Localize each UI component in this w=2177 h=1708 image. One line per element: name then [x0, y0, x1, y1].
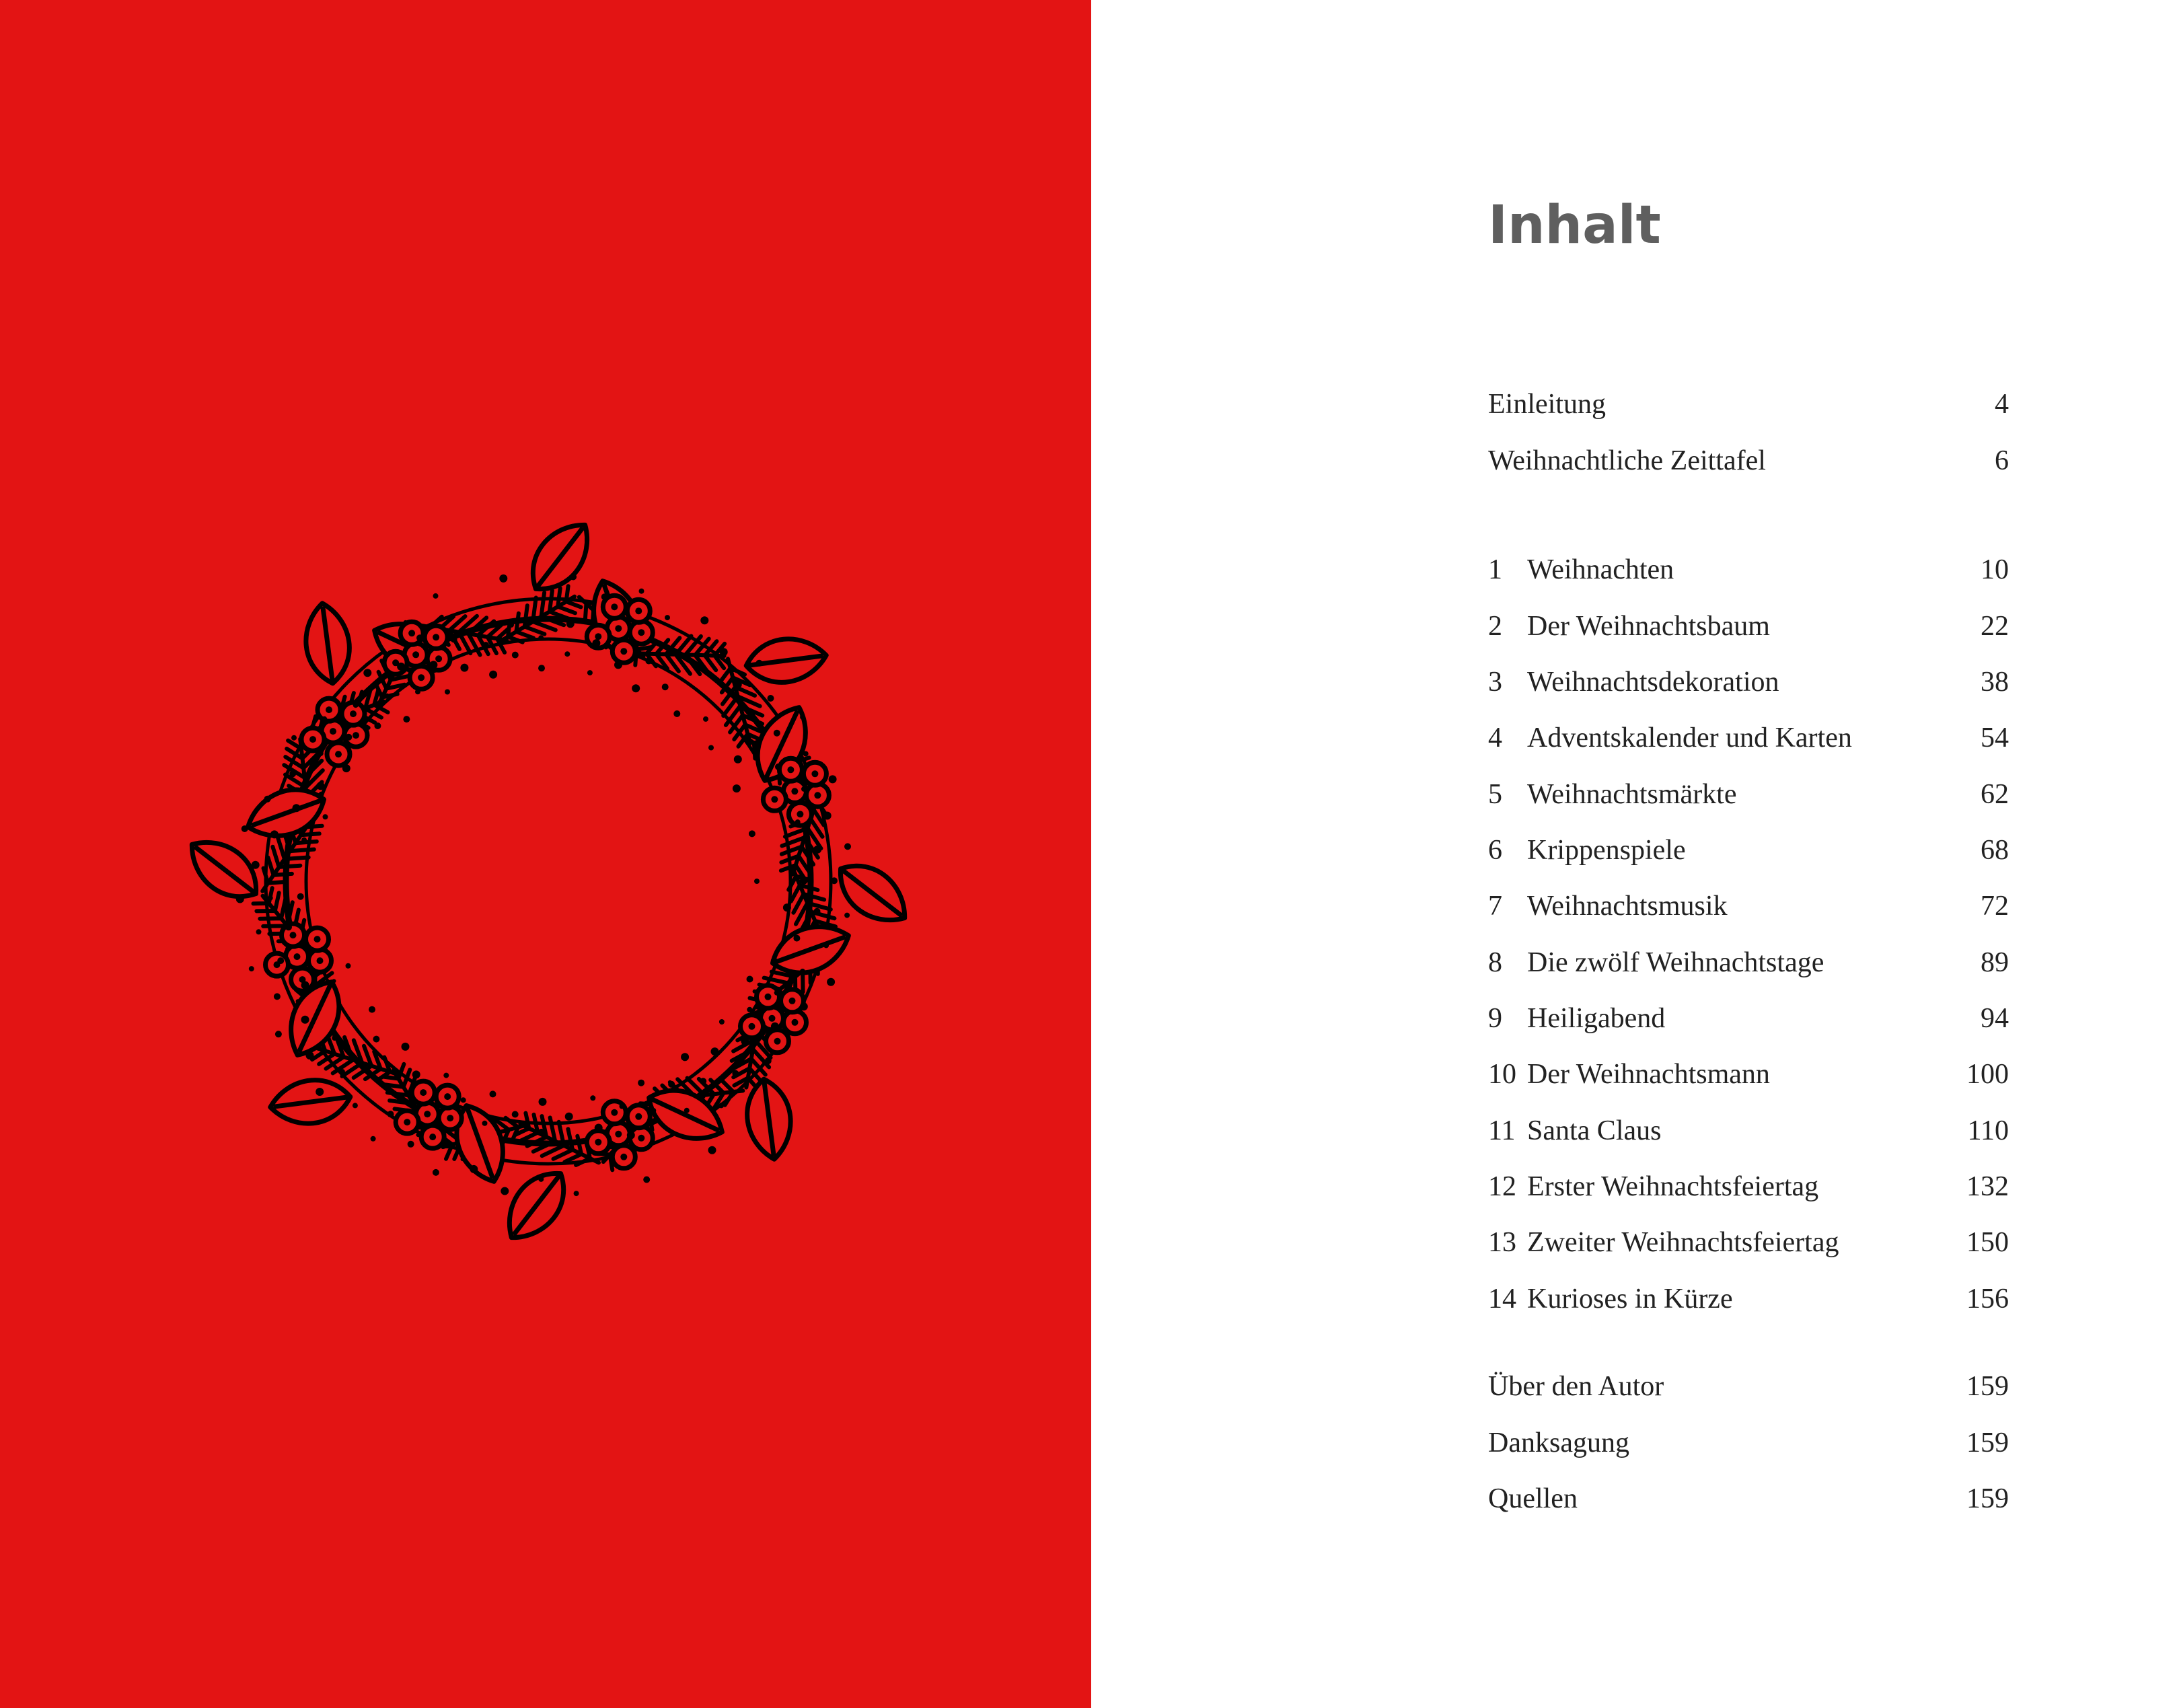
berry-center: [335, 751, 342, 757]
toc-entry-label: Der Weihnachtsbaum: [1527, 611, 1770, 642]
toc-entry-label: Erster Weihnachtsfeiertag: [1527, 1171, 1819, 1202]
speckle-dot: [443, 1073, 449, 1078]
toc-chapter-entry[interactable]: [1488, 1051, 2009, 1098]
speckle-dot: [346, 963, 351, 969]
speckle-dot: [461, 1097, 466, 1103]
speckle-dot: [565, 1113, 573, 1121]
speckle-dot: [800, 714, 805, 720]
speckle-dot: [708, 1146, 716, 1154]
toc-chapter-number: 8: [1488, 947, 1502, 978]
berry-center: [620, 1154, 627, 1160]
toc-entry-label: Quellen: [1488, 1483, 1578, 1514]
berry-center: [447, 1115, 453, 1121]
speckle-dot: [316, 1088, 324, 1096]
speckle-dot: [662, 683, 669, 690]
toc-entry-page: 6: [1995, 445, 2009, 476]
leaf: [494, 1160, 578, 1251]
berry-center: [771, 796, 778, 803]
toc-title: Inhalt: [1488, 195, 1661, 256]
speckle-dot: [363, 669, 371, 677]
speckle-dot: [301, 981, 309, 990]
toc-chapter-number: 2: [1488, 611, 1502, 642]
toc-entry-page: 72: [1981, 891, 2009, 922]
speckle-dot: [388, 1111, 394, 1117]
berry-center: [309, 736, 316, 743]
toc-entry-label: Danksagung: [1488, 1427, 1629, 1458]
speckle-dot: [323, 814, 328, 819]
berry-center: [792, 1019, 799, 1026]
speckle-dot: [768, 695, 774, 702]
speckle-dot: [499, 574, 507, 583]
speckle-dot: [774, 730, 780, 737]
toc-chapter-entry[interactable]: [1488, 1163, 2009, 1210]
speckle-dot: [620, 1104, 625, 1109]
toc-entry-page: 54: [1981, 722, 2009, 753]
speckle-dot: [673, 710, 680, 717]
speckle-dot: [700, 616, 708, 624]
speckle-dot: [793, 935, 800, 942]
berry-center: [749, 1023, 755, 1030]
berry-center: [330, 728, 336, 735]
speckle-dot: [614, 661, 622, 669]
speckle-dot: [512, 1111, 519, 1118]
speckle-dot: [256, 929, 262, 934]
toc-chapter-entry[interactable]: [1488, 714, 2009, 762]
speckle-dot: [322, 716, 327, 722]
speckle-dot: [373, 1036, 379, 1043]
speckle-dot: [771, 1023, 779, 1031]
speckle-dot: [293, 804, 301, 812]
speckle-dot: [566, 620, 575, 628]
toc-entry-label: Weihnachtsmusik: [1527, 891, 1728, 922]
speckle-dot: [297, 893, 304, 900]
toc-entry-page: 132: [1966, 1171, 2009, 1202]
speckle-dot: [775, 764, 782, 770]
berry-center: [595, 1139, 601, 1146]
berry-center: [317, 957, 324, 964]
speckle-dot: [264, 796, 271, 803]
speckle-dot: [719, 1019, 725, 1025]
berry-center: [774, 1038, 781, 1045]
speckle-dot: [574, 1191, 579, 1196]
speckle-dot: [340, 1069, 345, 1074]
toc-chapter-number: 12: [1488, 1171, 1516, 1202]
speckle-dot: [345, 734, 352, 741]
speckle-dot: [512, 652, 519, 659]
toc-entry-label: Weihnachtsmärkte: [1527, 779, 1737, 810]
speckle-dot: [490, 1090, 496, 1097]
toc-entry-page: 156: [1966, 1284, 2009, 1314]
toc-entry-page: 150: [1966, 1227, 2009, 1258]
berry-center: [326, 706, 332, 713]
toc-chapter-entry[interactable]: [1488, 939, 2009, 986]
speckle-dot: [595, 1124, 603, 1132]
speckle-dot: [747, 1007, 752, 1012]
toc-chapter-entry[interactable]: [1488, 995, 2009, 1042]
speckle-dot: [831, 877, 838, 884]
berry-center: [429, 1134, 436, 1140]
toc-entry-label: Einleitung: [1488, 389, 1606, 420]
speckle-dot: [291, 735, 297, 741]
toc-chapter-entry[interactable]: [1488, 546, 2009, 593]
berry-center: [611, 1109, 618, 1116]
berry-center: [787, 766, 794, 773]
toc-chapter-entry[interactable]: [1488, 827, 2009, 874]
speckle-dot: [564, 651, 570, 657]
toc-entry-page: 159: [1966, 1371, 2009, 1402]
speckle-dot: [601, 593, 608, 600]
speckle-dot: [538, 665, 545, 671]
speckle-dot: [236, 895, 244, 903]
berry-center: [404, 1119, 410, 1125]
speckle-dot: [645, 658, 652, 665]
speckle-dot: [538, 1177, 544, 1182]
speckle-dot: [317, 750, 324, 757]
speckle-dot: [433, 1169, 439, 1176]
berry-center: [615, 1131, 622, 1138]
speckle-dot: [384, 694, 390, 699]
toc-entry-label: Santa Claus: [1527, 1115, 1662, 1146]
speckle-dot: [774, 990, 780, 996]
speckle-dot: [403, 716, 410, 722]
speckle-dot: [397, 663, 405, 671]
speckle-dot: [443, 1140, 451, 1148]
speckle-dot: [813, 846, 821, 854]
toc-entry-label: Weihnachten: [1527, 554, 1674, 585]
toc-chapter-number: 9: [1488, 1003, 1502, 1034]
leaf: [268, 1076, 353, 1129]
toc-chapter-number: 14: [1488, 1284, 1516, 1314]
toc-chapter-number: 3: [1488, 667, 1502, 698]
berry-center: [635, 607, 642, 614]
toc-entry[interactable]: [1488, 1419, 2009, 1466]
speckle-dot: [268, 895, 273, 901]
speckle-dot: [317, 782, 325, 790]
toc-chapter-entry[interactable]: [1488, 659, 2009, 706]
speckle-dot: [369, 1006, 375, 1013]
berry-center: [797, 811, 803, 817]
toc-entry[interactable]: [1488, 381, 2009, 428]
toc-chapter-entry[interactable]: [1488, 1107, 2009, 1154]
speckle-dot: [509, 622, 514, 628]
berry-center: [444, 1093, 451, 1100]
toc-entry-page: 68: [1981, 835, 2009, 866]
berry-center: [353, 732, 359, 739]
speckle-dot: [306, 1051, 314, 1060]
speckle-dot: [801, 786, 807, 792]
berry-center: [769, 1015, 776, 1022]
speckle-dot: [538, 1129, 545, 1136]
speckle-dot: [844, 843, 851, 850]
speckle-dot: [827, 978, 835, 986]
speckle-dot: [283, 864, 289, 870]
speckle-dot: [353, 1103, 358, 1108]
speckle-dot: [252, 861, 260, 869]
toc-entry-page: 159: [1966, 1483, 2009, 1514]
leaf: [827, 852, 918, 935]
toc-entry-label: Adventskalender und Karten: [1527, 722, 1852, 753]
toc-entry[interactable]: [1488, 437, 2009, 484]
toc-entry-page: 4: [1995, 389, 2009, 420]
speckle-dot: [703, 716, 708, 722]
leaf: [301, 601, 355, 686]
speckle-dot: [570, 574, 577, 581]
berry-center: [418, 674, 425, 681]
speckle-dot: [708, 745, 714, 751]
toc-entry-page: 110: [1967, 1115, 2009, 1146]
speckle-dot: [627, 1131, 635, 1140]
toc-chapter-number: 11: [1488, 1115, 1516, 1146]
leaf: [743, 1076, 796, 1162]
speckle-dot: [823, 942, 829, 948]
speckle-dot: [415, 689, 420, 694]
toc-entry-page: 10: [1981, 554, 2009, 585]
speckle-dot: [374, 722, 381, 729]
christmas-wreath-illustration: [172, 498, 925, 1265]
speckle-dot: [332, 1035, 337, 1041]
toc-entry-page: 89: [1981, 947, 2009, 978]
speckle-dot: [734, 755, 742, 764]
speckle-dot: [402, 1043, 410, 1051]
speckle-dot: [342, 764, 350, 772]
berry-center: [635, 1113, 642, 1120]
speckle-dot: [734, 681, 742, 689]
berry-center: [350, 710, 357, 717]
berry-center: [433, 634, 439, 640]
speckle-dot: [489, 671, 497, 679]
toc-entry-page: 38: [1981, 667, 2009, 698]
berry-center: [811, 770, 818, 777]
berry-center: [408, 630, 415, 636]
speckle-dot: [470, 1165, 478, 1173]
leaf: [179, 827, 269, 911]
speckle-dot: [651, 1108, 656, 1113]
speckle-dot: [668, 1081, 675, 1088]
speckle-dot: [783, 903, 791, 912]
speckle-dot: [482, 642, 489, 648]
leaf: [743, 634, 829, 688]
speckle-dot: [632, 684, 640, 692]
berry-center: [424, 1111, 431, 1117]
speckle-dot: [700, 1078, 706, 1084]
speckle-dot: [749, 830, 755, 837]
berry-center: [290, 932, 297, 938]
toc-entry-label: Der Weihnachtsmann: [1527, 1059, 1770, 1090]
toc-entry-page: 100: [1966, 1059, 2009, 1090]
toc-entry[interactable]: [1488, 1475, 2009, 1522]
speckle-dot: [711, 1047, 719, 1055]
speckle-dot: [771, 957, 778, 964]
speckle-dot: [433, 593, 439, 599]
speckle-dot: [639, 589, 644, 594]
toc-entry-page: 62: [1981, 779, 2009, 810]
speckle-dot: [795, 819, 801, 825]
toc-entry-label: Zweiter Weihnachtsfeiertag: [1527, 1227, 1839, 1258]
speckle-dot: [684, 1108, 690, 1113]
toc-entry-label: Über den Autor: [1488, 1371, 1664, 1402]
toc-chapter-entry[interactable]: [1488, 603, 2009, 650]
speckle-dot: [538, 635, 544, 640]
berry-center: [595, 633, 601, 640]
speckle-dot: [765, 1057, 772, 1064]
speckle-dot: [718, 1103, 724, 1108]
speckle-dot: [638, 1080, 644, 1086]
toc-chapter-number: 13: [1488, 1227, 1516, 1258]
speckle-dot: [829, 775, 837, 783]
speckle-dot: [242, 825, 248, 832]
speckle-dot: [643, 1177, 650, 1183]
berry-center: [638, 1135, 644, 1142]
speckle-dot: [285, 924, 292, 930]
speckle-dot: [800, 877, 808, 885]
speckle-dot: [681, 1053, 689, 1061]
toc-chapter-number: 6: [1488, 835, 1502, 866]
leaf: [241, 779, 332, 847]
speckle-dot: [539, 1098, 547, 1106]
toc-chapter-number: 5: [1488, 779, 1502, 810]
berry-center: [765, 994, 772, 1000]
toc-entry-page: 94: [1981, 1003, 2009, 1034]
toc-chapter-number: 10: [1488, 1059, 1516, 1090]
speckle-dot: [800, 969, 805, 974]
berry-center: [314, 936, 321, 942]
toc-chapter-number: 1: [1488, 554, 1502, 585]
toc-entry-page: 22: [1981, 611, 2009, 642]
pine-frond: [500, 586, 581, 642]
toc-entry-label: Krippenspiele: [1527, 835, 1686, 866]
berry-center: [791, 788, 798, 794]
toc-entry-page: 159: [1966, 1427, 2009, 1458]
speckle-dot: [754, 879, 760, 884]
speckle-dot: [592, 639, 600, 647]
speckle-dot: [289, 770, 296, 777]
speckle-dot: [720, 648, 728, 656]
toc-entry-label: Weihnachtsdekoration: [1527, 667, 1779, 698]
speckle-dot: [277, 957, 284, 964]
speckle-dot: [408, 1141, 414, 1148]
speckle-dot: [249, 966, 254, 971]
speckle-dot: [460, 664, 468, 672]
toc-chapter-entry[interactable]: [1488, 1219, 2009, 1266]
toc-chapter-number: 4: [1488, 722, 1502, 753]
toc-chapter-number: 7: [1488, 891, 1502, 922]
berry-center: [294, 953, 301, 960]
speckle-dot: [416, 634, 423, 641]
berry-center: [435, 655, 442, 662]
speckle-dot: [371, 1136, 376, 1142]
speckle-dot: [814, 908, 821, 915]
speckle-dot: [803, 751, 809, 757]
toc-chapter-entry[interactable]: [1488, 1275, 2009, 1323]
speckle-dot: [301, 838, 307, 843]
speckle-dot: [800, 1002, 808, 1010]
speckle-dot: [741, 1037, 749, 1045]
speckle-dot: [445, 690, 450, 695]
speckle-dot: [275, 1031, 282, 1037]
toc-entry-label: Weihnachtliche Zeittafel: [1488, 445, 1766, 476]
berry-center: [611, 603, 618, 610]
speckle-dot: [732, 1070, 739, 1077]
speckle-dot: [353, 702, 359, 708]
speckle-dot: [451, 636, 457, 642]
speckle-dot: [587, 670, 593, 675]
speckle-dot: [747, 976, 753, 983]
speckle-dot: [756, 660, 763, 667]
berry-center: [615, 625, 622, 632]
speckle-dot: [590, 1095, 595, 1101]
speckle-dot: [274, 993, 281, 1000]
toc-entry-label: Die zwölf Weihnachtstage: [1527, 947, 1824, 978]
speckle-dot: [501, 1187, 509, 1195]
speckle-dot: [733, 784, 741, 792]
speckle-dot: [412, 1070, 420, 1078]
speckle-dot: [482, 1121, 488, 1126]
toc-entry[interactable]: [1488, 1363, 2009, 1410]
speckle-dot: [665, 615, 670, 620]
speckle-dot: [823, 812, 832, 820]
berry-center: [420, 1089, 427, 1096]
berry-center: [789, 998, 796, 1004]
toc-chapter-entry[interactable]: [1488, 883, 2009, 930]
toc-entry-label: Kurioses in Kürze: [1527, 1284, 1733, 1314]
berry-center: [412, 651, 419, 658]
toc-chapter-entry[interactable]: [1488, 771, 2009, 818]
toc-entry-label: Heiligabend: [1527, 1003, 1666, 1034]
speckle-dot: [844, 913, 850, 918]
speckle-dot: [270, 830, 279, 838]
berry-center: [638, 629, 644, 636]
speckle-dot: [429, 661, 437, 669]
berry-center: [814, 792, 821, 799]
speckle-dot: [301, 1016, 309, 1024]
berry-center: [620, 648, 627, 655]
